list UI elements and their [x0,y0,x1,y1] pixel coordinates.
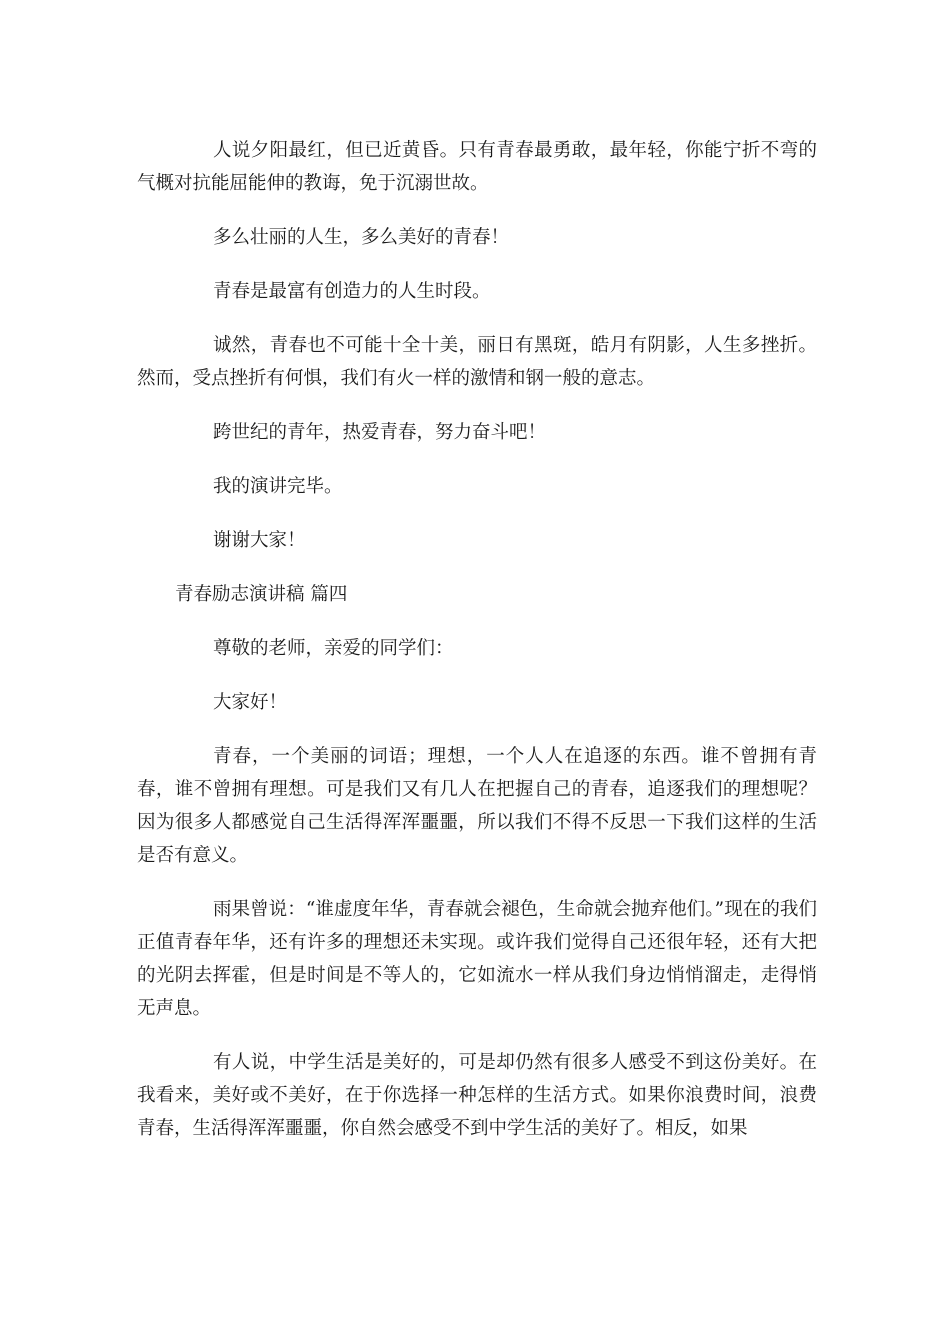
greeting: 大家好！ [213,692,288,713]
paragraph: 诚然，青春也不可能十全十美，丽日有黑斑，皓月有阴影，人生多挫折。然而，受点挫折有何惧，我们有火一样的激情和钢一般的意志。 [137,335,817,389]
paragraph: 人说夕阳最红，但已近黄昏。只有青春最勇敢，最年轻，你能宁折不弯的气概对抗能屈能伸的教诲，免于沉溺世故。 [137,140,817,194]
paragraph: 雨果曾说：“谁虚度年华，青春就会褪色，生命就会抛弃他们。”现在的我们正值青春年华，还有许多的理想还未实现。或许我们觉得自己还很年轻，还有大把的光阴去挥霍，但是时间是不等人的，它如流水一样从我们身边悄悄溜走，走得悄无声息。 [137,899,817,1019]
section-heading: 青春励志演讲稿 篇四 [175,584,348,605]
paragraph: 多么壮丽的人生，多么美好的青春！ [213,227,510,248]
document-body [137,134,817,1166]
salutation: 尊敬的老师，亲爱的同学们： [213,638,454,659]
paragraph: 跨世纪的青年，热爱青春，努力奋斗吧！ [213,422,547,443]
paragraph: 有人说，中学生活是美好的，可是却仍然有很多人感受不到这份美好。在我看来，美好或不美好，在于你选择一种怎样的生活方式。如果你浪费时间，浪费青春，生活得浑浑噩噩，你自然会感受不到中学生活的美好了。相反，如果 [137,1052,817,1139]
paragraph: 青春是最富有创造力的人生时段。 [213,281,491,302]
paragraph: 谢谢大家！ [213,530,306,551]
paragraph: 青春，一个美丽的词语；理想，一个人人在追逐的东西。谁不曾拥有青春，谁不曾拥有理想。可是我们又有几人在把握自己的青春，追逐我们的理想呢？因为很多人都感觉自己生活得浑浑噩噩，所以我们不得不反思一下我们这样的生活是否有意义。 [137,746,817,866]
paragraph: 我的演讲完毕。 [213,476,343,497]
